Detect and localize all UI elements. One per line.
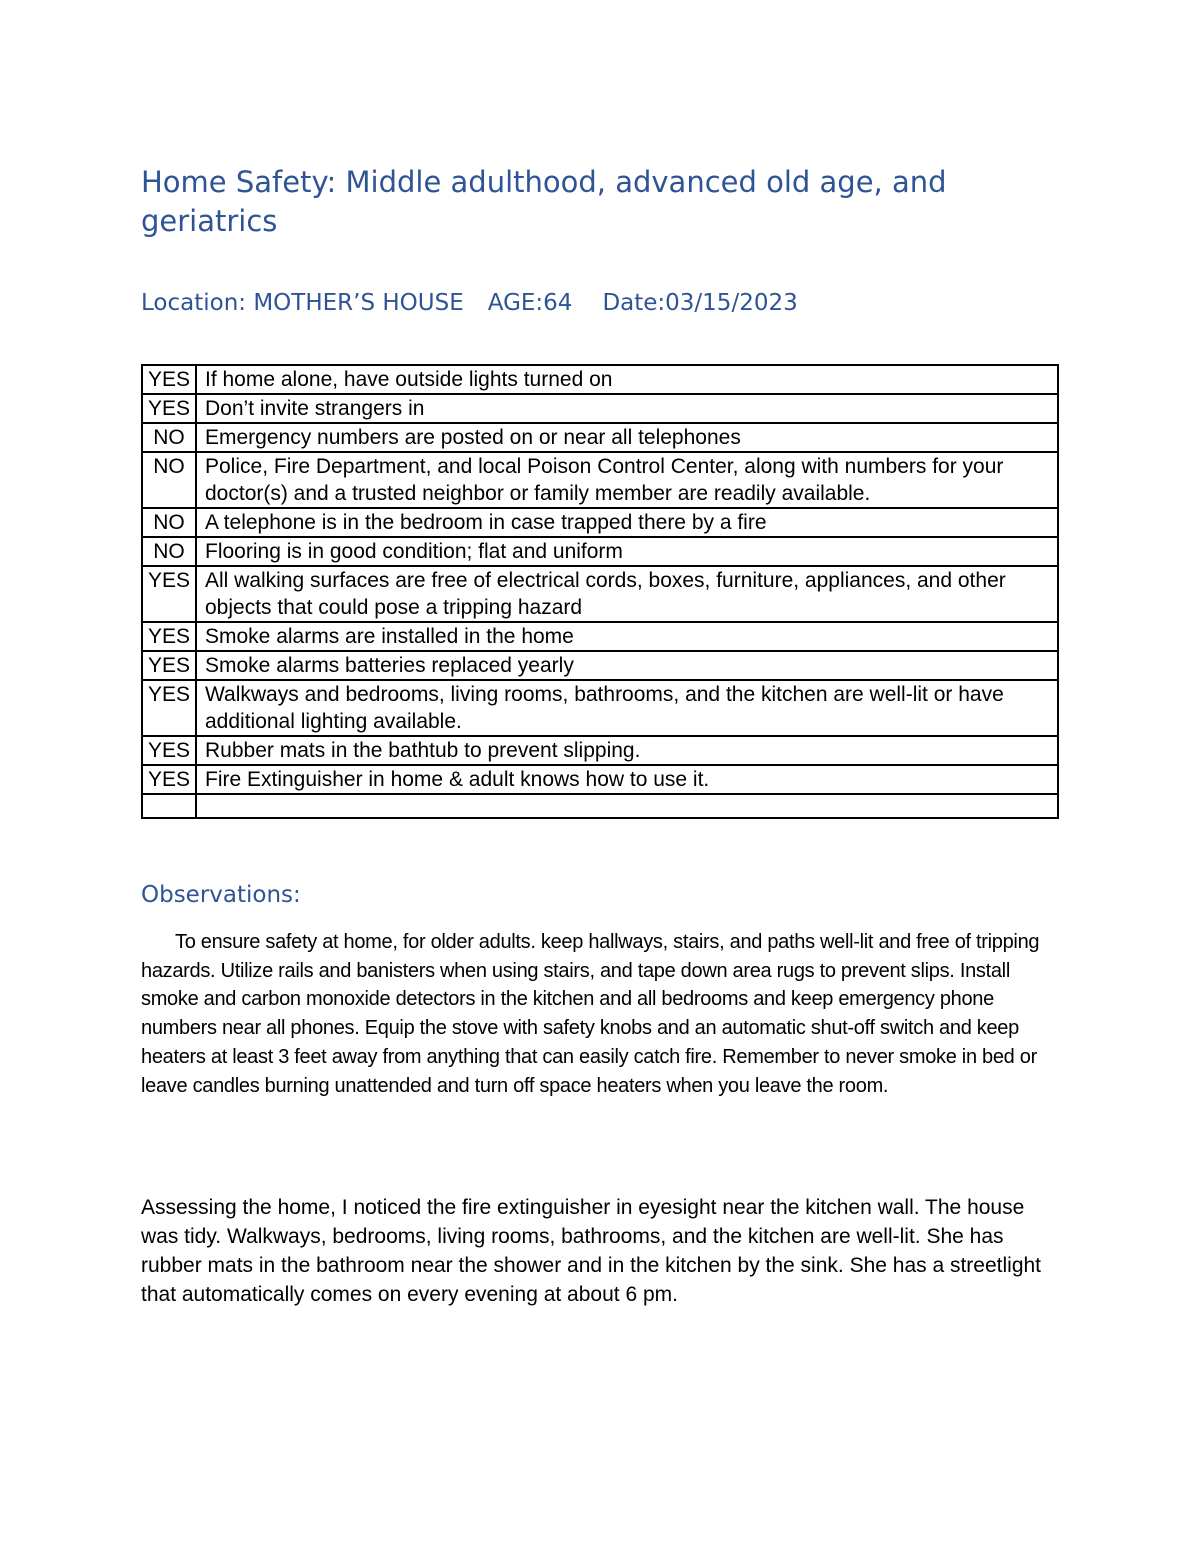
item-cell: Emergency numbers are posted on or near all telephones — [196, 423, 1058, 452]
table-row — [142, 423, 1058, 452]
answer-cell: NO — [142, 423, 196, 452]
safety-checklist-table — [141, 364, 1059, 819]
item-cell: Flooring is in good condition; flat and uniform — [196, 537, 1058, 566]
table-row — [142, 680, 1058, 736]
table-row-empty — [142, 794, 1058, 818]
age-text: AGE:64 — [487, 290, 573, 316]
item-cell: Fire Extinguisher in home & adult knows how to use it. — [196, 765, 1058, 794]
answer-cell: YES — [142, 394, 196, 423]
answer-cell: YES — [142, 765, 196, 794]
location-text: Location: MOTHER’S HOUSE — [141, 290, 464, 316]
answer-cell — [142, 794, 196, 818]
item-cell — [196, 794, 1058, 818]
item-cell: Walkways and bedrooms, living rooms, bathrooms, and the kitchen are well-lit or have additional lighting available. — [196, 680, 1058, 736]
answer-cell: YES — [142, 566, 196, 622]
date-text: Date:03/15/2023 — [602, 290, 798, 316]
answer-cell: NO — [142, 537, 196, 566]
item-cell: If home alone, have outside lights turned on — [196, 365, 1058, 394]
item-cell: Smoke alarms are installed in the home — [196, 622, 1058, 651]
location-line — [141, 287, 798, 319]
table-row — [142, 566, 1058, 622]
observations-paragraph: To ensure safety at home, for older adults. keep hallways, stairs, and paths well-lit and free of tripping hazards. Utilize rails and banisters when using stairs, and tape down area rugs to prevent slips. Install smoke and carbon monoxide detectors in the kitchen and all bedrooms and keep emergency phone numbers near all phones. Equip the stove with safety knobs and an automatic shut-off switch and keep heaters at least 3 feet away from anything that can easily catch fire. Remember to never smoke in bed or leave candles burning unattended and turn off space heaters when you leave the room. — [141, 931, 1040, 1097]
table-row — [142, 508, 1058, 537]
item-cell: Don’t invite strangers in — [196, 394, 1058, 423]
item-cell: Police, Fire Department, and local Poison Control Center, along with numbers for your doctor(s) and a trusted neighbor or family member are readily available. — [196, 452, 1058, 508]
item-cell: A telephone is in the bedroom in case trapped there by a fire — [196, 508, 1058, 537]
table-row — [142, 622, 1058, 651]
assessment-paragraph: Assessing the home, I noticed the fire extinguisher in eyesight near the kitchen wall. The house was tidy. Walkways, bedrooms, living rooms, bathrooms, and the kitchen are well-lit. She has rubber mats in the bathroom near the shower and in the kitchen by the sink. She has a streetlight that automatically comes on every evening at about 6 pm. — [141, 1196, 1042, 1306]
answer-cell: YES — [142, 622, 196, 651]
table-row — [142, 651, 1058, 680]
answer-cell: YES — [142, 680, 196, 736]
table-row — [142, 736, 1058, 765]
item-cell: Rubber mats in the bathtub to prevent slipping. — [196, 736, 1058, 765]
table-row — [142, 365, 1058, 394]
table-row — [142, 765, 1058, 794]
document-title: Home Safety: Middle adulthood, advanced old age, and geriatrics — [141, 165, 947, 238]
answer-cell: YES — [142, 651, 196, 680]
answer-cell: NO — [142, 452, 196, 508]
item-cell: All walking surfaces are free of electrical cords, boxes, furniture, appliances, and other objects that could pose a tripping hazard — [196, 566, 1058, 622]
answer-cell: YES — [142, 736, 196, 765]
table-row — [142, 537, 1058, 566]
answer-cell: YES — [142, 365, 196, 394]
answer-cell: NO — [142, 508, 196, 537]
table-row — [142, 452, 1058, 508]
item-cell: Smoke alarms batteries replaced yearly — [196, 651, 1058, 680]
table-row — [142, 394, 1058, 423]
observations-heading: Observations: — [141, 882, 301, 908]
